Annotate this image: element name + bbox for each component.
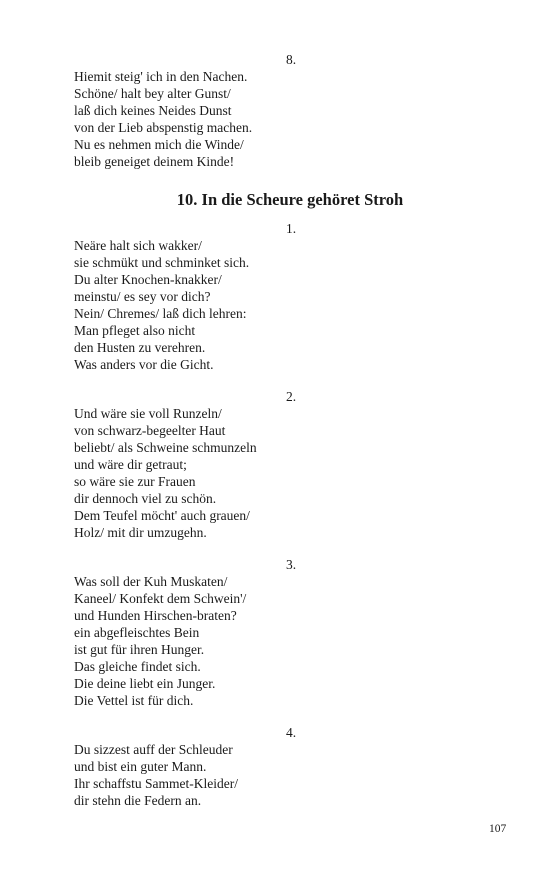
- verse-line: ist gut für ihren Hunger.: [74, 642, 205, 657]
- verse-line: und wäre dir getraut;: [74, 457, 187, 472]
- verse-line: Holz/ mit dir umzugehn.: [74, 525, 207, 540]
- verse-line: Was soll der Kuh Muskaten/: [74, 574, 228, 589]
- verse-line: Und wäre sie voll Runzeln/: [74, 406, 222, 421]
- stanza-number: 3.: [286, 557, 297, 572]
- verse-line: Das gleiche findet sich.: [74, 659, 201, 674]
- verse-line: Dem Teufel möcht' auch grauen/: [74, 508, 250, 523]
- verse-line: ein abgefleischtes Bein: [74, 625, 200, 640]
- stanza-number: 4.: [286, 725, 297, 740]
- verse-line: sie schmükt und schminket sich.: [74, 255, 250, 270]
- stanza-number: 2.: [286, 389, 297, 404]
- poem-title: 10. In die Scheure gehöret Stroh: [176, 190, 404, 209]
- verse-line: und Hunden Hirschen-braten?: [74, 608, 237, 623]
- verse-line: und bist ein guter Mann.: [74, 759, 207, 774]
- verse-line: dir dennoch viel zu schön.: [74, 491, 217, 506]
- verse-line: von schwarz-begeelter Haut: [74, 423, 226, 438]
- stanza-lines: [74, 573, 246, 709]
- verse-line: Du sizzest auff der Schleuder: [74, 742, 233, 757]
- page-number: 107: [489, 823, 507, 835]
- verse-line: so wäre sie zur Frauen: [74, 474, 196, 489]
- stanza-number: 8.: [286, 52, 297, 67]
- stanza-number: 1.: [286, 221, 297, 236]
- verse-line: laß dich keines Neides Dunst: [74, 103, 232, 118]
- verse-line: Nein/ Chremes/ laß dich lehren:: [74, 306, 247, 321]
- stanza-lines: [74, 405, 257, 541]
- stanza-lines: [74, 68, 252, 170]
- verse-line: meinstu/ es sey vor dich?: [74, 289, 211, 304]
- verse-line: beliebt/ als Schweine schmunzeln: [74, 440, 257, 455]
- verse-line: Neäre halt sich wakker/: [74, 238, 202, 253]
- verse-line: Die deine liebt ein Junger.: [74, 676, 216, 691]
- verse-line: Man pfleget also nicht: [74, 323, 196, 338]
- verse-line: Ihr schaffstu Sammet-Kleider/: [74, 776, 238, 791]
- verse-line: den Husten zu verehren.: [74, 340, 206, 355]
- verse-line: Nu es nehmen mich die Winde/: [74, 137, 244, 152]
- verse-line: dir stehn die Federn an.: [74, 793, 202, 808]
- verse-line: Schöne/ halt bey alter Gunst/: [74, 86, 231, 101]
- verse-line: Du alter Knochen-knakker/: [74, 272, 222, 287]
- verse-line: Kaneel/ Konfekt dem Schwein'/: [74, 591, 247, 606]
- verse-line: Hiemit steig' ich in den Nachen.: [74, 69, 248, 84]
- verse-line: Die Vettel ist für dich.: [74, 693, 194, 708]
- stanza-lines: [74, 741, 238, 809]
- verse-line: von der Lieb abspenstig machen.: [74, 120, 253, 135]
- verse-line: bleib geneiget deinem Kinde!: [74, 154, 235, 169]
- verse-line: Was anders vor die Gicht.: [74, 357, 214, 372]
- stanza-lines: [74, 237, 249, 373]
